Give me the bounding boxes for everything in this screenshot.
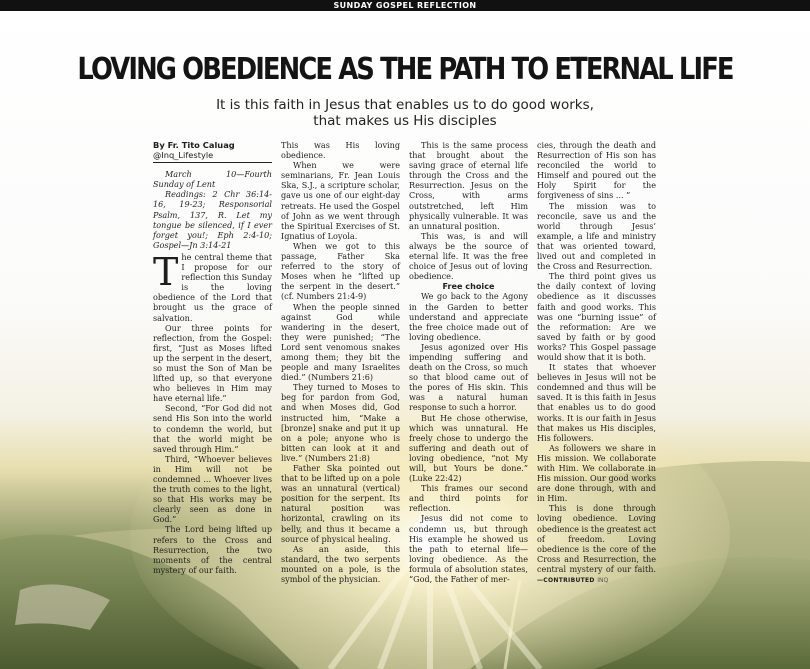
paragraph: We go back to the Agony in the Garden to better understand and appreciate the free choice made out of loving obedience. — [409, 291, 528, 342]
article-column-3 — [409, 140, 528, 584]
paragraph: When we were seminarians, Fr. Jean Louis Ska, S.J., a scripture scholar, gave us one of our eight-day retreats. He used the Gospel of John as we went through the Spiritual Exercises of St. Ignatius of Loyola. — [281, 160, 400, 241]
author-handle[interactable]: @Inq_Lifestyle — [153, 150, 214, 161]
contributed-credit: —CONTRIBUTED — [537, 577, 595, 585]
paragraph: This was His loving obedience. — [281, 140, 400, 161]
paragraph: Jesus did not come to condemn us, but through His example he showed us the path to eternal life—loving obedience. As the formula of absolution states, “God, the Father of mer- — [409, 513, 528, 585]
paragraph: They turned to Moses to beg for pardon from God, and when Moses did, God instructed him, “Make a [bronze] snake and put it up on a pole; anyone who is bitten can look at it and live.” (Numbers 21:8) — [281, 382, 400, 463]
paragraph: But He chose otherwise, which was unnatural. He freely chose to undergo the suffering and death out of loving obedience, “not My will, but Yours be done.” (Luke 22:42) — [409, 412, 528, 484]
paragraph: This is the same process that brought about the saving grace of eternal life through the Cross and the Resurrection. Jesus on the Cross, with arms outstretched, left Him physically vulnerable. It was an unnatural position. — [409, 140, 528, 231]
byline-divider — [153, 162, 272, 163]
paragraph: Our three points for reflection, from the Gospel: first, “Just as Moses lifted up the serpent in the desert, so must the Son of Man be lifted up, so that everyone who believes in Him may have eternal life.” — [153, 322, 272, 404]
paragraph: When we got to this passage, Father Ska referred to the story of Moses when he “lifted up the serpent in the desert.” (cf. Numbers 21:4-9) — [281, 240, 400, 302]
paragraph: Second, “For God did not send His Son into the world to condemn the world, but that the world might be saved through Him.” — [153, 403, 272, 454]
paragraph: Father Ska pointed out that to be lifted up on a pole was an unnatural (vertical) position for the serpent. Its natural position was horizontal, crawling on its belly, and thus it became a source of physical healing. — [281, 463, 400, 544]
liturgical-date: March 10—Fourth Sunday of Lent — [153, 169, 272, 190]
paragraph: This frames our second and third points for reflection. — [409, 483, 528, 514]
paragraph: The mission was to reconcile, save us and the world through Jesus’ example, a life and ministry that was oriented toward, lived out and completed in the Cross and Resurrection. — [537, 200, 656, 272]
article-column-1 — [153, 140, 272, 575]
byline: By Fr. Tito Caluag — [153, 140, 235, 150]
paragraph: This was, is and will always be the source of eternal life. It was the free choice of Jesus out of loving obedience. — [409, 230, 528, 282]
headline: LOVING OBEDIENCE AS THE PATH TO ETERNAL LIFE — [77, 52, 733, 87]
paragraph: The third point gives us the daily context of loving obedience as it discusses faith and good works. This was one “burning issue” of the reformation: Are we saved by faith or by good works? This Gospel passage would show that it is both. — [537, 271, 656, 362]
article-column-2 — [281, 140, 400, 584]
drop-cap: T — [153, 249, 179, 294]
paragraph: As followers we share in His mission. We collaborate with Him. We collaborate in His mission. Our good works are done through, with and in Him. — [537, 442, 656, 504]
deck — [150, 97, 660, 129]
paragraph: When the people sinned against God while wandering in the desert, they were punished; “The Lord sent venomous snakes among them; they bit the people and many Israelites died.” (Numbers 21:6) — [281, 301, 400, 383]
deck-line-2: that makes us His disciples — [313, 113, 497, 129]
paragraph: This is done through loving obedience. Loving obedience is the greatest act of freedom. Loving obedience is the core of the Cross and Resurrection, the central mystery of our faith. —CONTRIBUTED INQ — [537, 503, 656, 585]
paragraph: The Lord being lifted up refers to the Cross and Resurrection, the two moments of the central mystery of our faith. — [153, 524, 272, 575]
deck-line-1: It is this faith in Jesus that enables us to do good works, — [216, 97, 594, 113]
article-column-4 — [537, 140, 656, 586]
paragraph: The central theme that I propose for our reflection this Sunday is the loving obedience of the Lord that brought us the grace of salvation. — [153, 249, 272, 323]
readings: Readings: 2 Chr 36:14-16, 19-23; Responsorial Psalm, 137, R. Let my tongue be silenced, if I ever forget you!; Eph 2:4-10; Gospel—Jn 3:14-21 — [153, 189, 272, 250]
paragraph: Third, “Whoever believes in Him will not be condemned ... Whoever lives the truth comes to the light, so that His works may be clearly seen as done in God.” — [153, 453, 272, 525]
inq-tag: INQ — [597, 577, 609, 585]
subhead: Free choice — [442, 281, 495, 292]
paragraph: It states that whoever believes in Jesus will not be condemned and thus will be saved. It is this faith in Jesus that enables us to do good works. It is our faith in Jesus that makes us His disciples, His followers. — [537, 362, 656, 443]
sunrise-landscape-image — [0, 400, 810, 669]
section-label: SUNDAY GOSPEL REFLECTION — [0, 0, 810, 11]
paragraph: cies, through the death and Resurrection of His son has reconciled the world to Himself and poured out the Holy Spirit for the forgiveness of sins ... ” — [537, 140, 656, 201]
paragraph: Jesus agonized over His impending suffering and death on the Cross, so much so that blood came out of the pores of His skin. This was a natural human response to such a horror. — [409, 341, 528, 413]
paragraph: As an aside, this standard, the two serpents mounted on a pole, is the symbol of the physician. — [281, 543, 400, 585]
